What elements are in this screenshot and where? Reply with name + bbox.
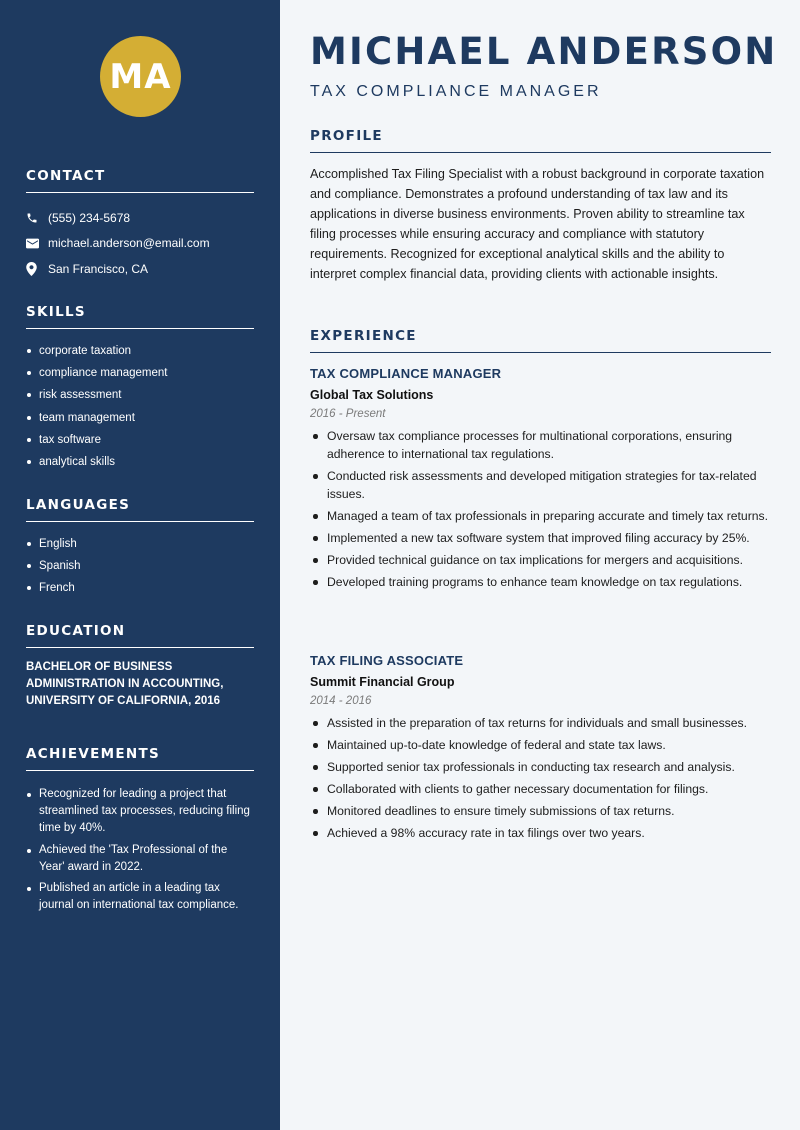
experience-heading: EXPERIENCE	[310, 328, 771, 353]
skill-item: corporate taxation	[26, 340, 254, 362]
job-bullet: Provided technical guidance on tax implications for mergers and acquisitions.	[310, 551, 771, 569]
skill-item: team management	[26, 407, 254, 429]
language-item: Spanish	[26, 555, 254, 577]
language-item: English	[26, 533, 254, 555]
job-bullet: Conducted risk assessments and developed mitigation strategies for tax-related issues.	[310, 467, 771, 503]
profile-text: Accomplished Tax Filing Specialist with a robust background in corporate taxation and compliance. Demonstrates a profound understanding of tax law and its applications in diverse business environments. Proven ability to streamline tax filing processes while ensuring accuracy and compliance with statutory requirements. Recognized for exceptional analytical skills and the ability to interpret complex financial data, providing clients with actionable insights.	[310, 167, 765, 282]
job-bullet: Assisted in the preparation of tax returns for individuals and small businesses.	[310, 714, 771, 732]
job-dates: 2014 - 2016	[310, 695, 372, 707]
job-bullet: Implemented a new tax software system that improved filing accuracy by 25%.	[310, 529, 771, 547]
contact-location	[26, 256, 254, 282]
skill-item: analytical skills	[26, 451, 254, 473]
languages-list	[26, 533, 254, 600]
language-item: French	[26, 577, 254, 599]
achievement-item: Achieved the 'Tax Professional of the Year' award in 2022.	[26, 842, 254, 876]
job-entry	[310, 366, 771, 595]
job-dates: 2016 - Present	[310, 408, 386, 420]
candidate-title: TAX COMPLIANCE MANAGER	[310, 83, 602, 100]
contact-location-text: San Francisco, CA	[48, 261, 149, 276]
contact-section	[26, 168, 254, 282]
achievement-item: Published an article in a leading tax journal on international tax compliance.	[26, 880, 254, 914]
job-bullet: Supported senior tax professionals in conducting tax research and analysis.	[310, 758, 771, 776]
skills-heading: SKILLS	[26, 304, 254, 329]
contact-phone-text: (555) 234-5678	[48, 210, 131, 225]
achievement-item: Recognized for leading a project that streamlined tax processes, reducing filing time by 40%.	[26, 786, 254, 837]
education-heading: EDUCATION	[26, 623, 254, 648]
job-company: Summit Financial Group	[310, 675, 455, 689]
sidebar	[0, 0, 280, 1130]
skills-list	[26, 340, 254, 473]
envelope-icon	[26, 238, 48, 249]
phone-icon	[26, 212, 48, 224]
avatar	[100, 36, 181, 117]
skill-item: risk assessment	[26, 384, 254, 406]
job-bullet: Achieved a 98% accuracy rate in tax filings over two years.	[310, 824, 771, 842]
education-section	[26, 623, 254, 711]
avatar-initials: MA	[109, 56, 172, 97]
achievements-list	[26, 786, 254, 914]
job-bullet: Developed training programs to enhance team knowledge on tax regulations.	[310, 573, 771, 591]
education-degree: BACHELOR OF BUSINESS ADMINISTRATION IN ACCOUNTING, UNIVERSITY OF CALIFORNIA, 2016	[26, 661, 224, 708]
job-bullet: Managed a team of tax professionals in preparing accurate and timely tax returns.	[310, 507, 771, 525]
map-pin-icon	[26, 262, 48, 276]
profile-section	[310, 128, 771, 285]
job-bullets	[310, 714, 771, 842]
job-bullet: Oversaw tax compliance processes for multinational corporations, ensuring adherence to international tax regulations.	[310, 427, 771, 463]
skills-section	[26, 304, 254, 473]
contact-email-text: michael.anderson@email.com	[48, 236, 210, 251]
job-entry	[310, 653, 771, 846]
skill-item: compliance management	[26, 362, 254, 384]
job-bullet: Collaborated with clients to gather necessary documentation for filings.	[310, 780, 771, 798]
job-bullet: Maintained up-to-date knowledge of federal and state tax laws.	[310, 736, 771, 754]
contact-email	[26, 231, 254, 257]
job-company: Global Tax Solutions	[310, 388, 434, 402]
job-title: TAX COMPLIANCE MANAGER	[310, 366, 502, 381]
candidate-name: MICHAEL ANDERSON	[310, 30, 778, 73]
languages-section	[26, 497, 254, 600]
job-title: TAX FILING ASSOCIATE	[310, 653, 464, 668]
job-bullet: Monitored deadlines to ensure timely submissions of tax returns.	[310, 802, 771, 820]
profile-heading: PROFILE	[310, 128, 771, 153]
languages-heading: LANGUAGES	[26, 497, 254, 522]
achievements-section	[26, 746, 254, 919]
contact-phone	[26, 205, 254, 231]
achievements-heading: ACHIEVEMENTS	[26, 746, 254, 771]
experience-section	[310, 328, 771, 353]
skill-item: tax software	[26, 429, 254, 451]
contact-heading: CONTACT	[26, 168, 254, 193]
job-bullets	[310, 427, 771, 591]
